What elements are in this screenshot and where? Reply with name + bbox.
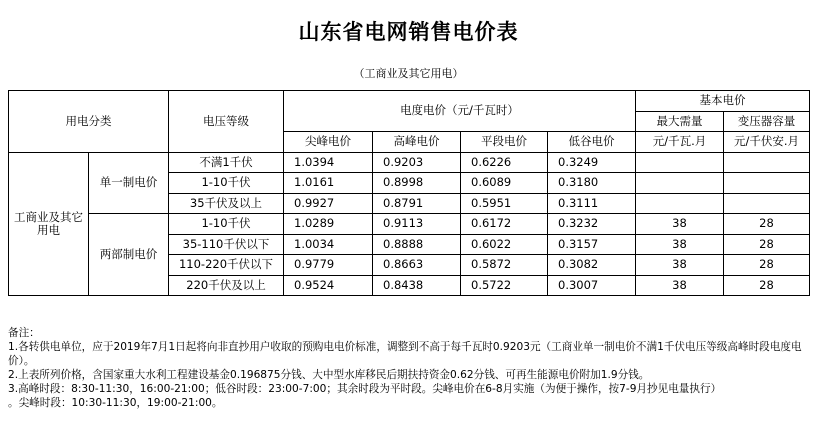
voltage-cell: 1-10千伏 xyxy=(169,214,284,235)
capacity-cell xyxy=(724,193,810,214)
valley-price-cell: 0.3157 xyxy=(548,234,636,255)
header-peak: 高峰电价 xyxy=(373,132,461,153)
note-1: 1.各转供电单位，应于2019年7月1日起将向非直抄用户收取的预购电电价标准，调整到不高于每千瓦时0.9203元（工商业单一制电价不满1千伏电压等级高峰时段电度电价）。 xyxy=(8,341,802,367)
page-title: 山东省电网销售电价表 xyxy=(298,20,519,44)
valley-price-cell: 0.3180 xyxy=(548,173,636,194)
notes-section xyxy=(8,326,811,410)
table-row xyxy=(9,214,810,235)
peak-price-cell: 0.8791 xyxy=(373,193,461,214)
flat-price-cell: 0.6226 xyxy=(461,152,548,173)
demand-cell xyxy=(636,193,724,214)
header-max-demand: 最大需量 xyxy=(636,111,724,132)
voltage-cell: 不满1千伏 xyxy=(169,152,284,173)
peak-price-cell: 0.8998 xyxy=(373,173,461,194)
header-energy-price: 电度电价（元/千瓦时） xyxy=(284,91,636,132)
peak-price-cell: 0.8438 xyxy=(373,275,461,296)
flat-price-cell: 0.5722 xyxy=(461,275,548,296)
capacity-cell xyxy=(724,173,810,194)
sharp-price-cell: 1.0394 xyxy=(284,152,373,173)
valley-price-cell: 0.3111 xyxy=(548,193,636,214)
peak-price-cell: 0.8663 xyxy=(373,255,461,276)
voltage-cell: 35-110千伏以下 xyxy=(169,234,284,255)
demand-cell xyxy=(636,152,724,173)
peak-price-cell: 0.9113 xyxy=(373,214,461,235)
header-transformer-unit: 元/千伏安.月 xyxy=(724,132,810,153)
two-part-label: 两部制电价 xyxy=(89,214,169,296)
sharp-price-cell: 0.9927 xyxy=(284,193,373,214)
page-subtitle: （工商业及其它用电） xyxy=(353,67,464,80)
sharp-price-cell: 1.0034 xyxy=(284,234,373,255)
sharp-price-cell: 0.9524 xyxy=(284,275,373,296)
capacity-cell: 28 xyxy=(724,275,810,296)
header-row-1 xyxy=(9,91,810,112)
header-flat: 平段电价 xyxy=(461,132,548,153)
note-3: 3.高峰时段：8:30-11:30，16:00-21:00；低谷时段：23:00-7:00；其余时段为平时段。尖峰电价在6-8月实施（为便于操作，按7-9月抄见电量执行） xyxy=(8,383,722,395)
header-voltage: 电压等级 xyxy=(169,91,284,153)
voltage-cell: 110-220千伏以下 xyxy=(169,255,284,276)
capacity-cell: 28 xyxy=(724,255,810,276)
flat-price-cell: 0.6172 xyxy=(461,214,548,235)
table-row xyxy=(9,152,810,173)
demand-cell xyxy=(636,173,724,194)
price-table xyxy=(8,90,810,296)
flat-price-cell: 0.5951 xyxy=(461,193,548,214)
capacity-cell: 28 xyxy=(724,234,810,255)
capacity-cell xyxy=(724,152,810,173)
demand-cell: 38 xyxy=(636,275,724,296)
demand-cell: 38 xyxy=(636,255,724,276)
capacity-cell: 28 xyxy=(724,214,810,235)
header-valley: 低谷电价 xyxy=(548,132,636,153)
note-4: 。尖峰时段：10:30-11:30，19:00-21:00。 xyxy=(8,397,223,409)
sharp-price-cell: 0.9779 xyxy=(284,255,373,276)
voltage-cell: 1-10千伏 xyxy=(169,173,284,194)
valley-price-cell: 0.3249 xyxy=(548,152,636,173)
category-cell: 工商业及其它用电 xyxy=(9,152,89,296)
peak-price-cell: 0.9203 xyxy=(373,152,461,173)
header-transformer: 变压器容量 xyxy=(724,111,810,132)
flat-price-cell: 0.5872 xyxy=(461,255,548,276)
single-rate-label: 单一制电价 xyxy=(89,152,169,214)
header-basic-price: 基本电价 xyxy=(636,91,810,112)
peak-price-cell: 0.8888 xyxy=(373,234,461,255)
sharp-price-cell: 1.0161 xyxy=(284,173,373,194)
demand-cell: 38 xyxy=(636,234,724,255)
valley-price-cell: 0.3007 xyxy=(548,275,636,296)
demand-cell: 38 xyxy=(636,214,724,235)
header-max-demand-unit: 元/千瓦.月 xyxy=(636,132,724,153)
header-sharp-peak: 尖峰电价 xyxy=(284,132,373,153)
flat-price-cell: 0.6089 xyxy=(461,173,548,194)
sharp-price-cell: 1.0289 xyxy=(284,214,373,235)
valley-price-cell: 0.3082 xyxy=(548,255,636,276)
flat-price-cell: 0.6022 xyxy=(461,234,548,255)
voltage-cell: 220千伏及以上 xyxy=(169,275,284,296)
note-2: 2.上表所列价格，含国家重大水利工程建设基金0.196875分钱、大中型水库移民后期扶持资金0.62分钱、可再生能源电价附加1.9分钱。 xyxy=(8,369,650,381)
valley-price-cell: 0.3232 xyxy=(548,214,636,235)
notes-heading: 备注： xyxy=(8,327,40,339)
voltage-cell: 35千伏及以上 xyxy=(169,193,284,214)
header-category: 用电分类 xyxy=(9,91,169,153)
